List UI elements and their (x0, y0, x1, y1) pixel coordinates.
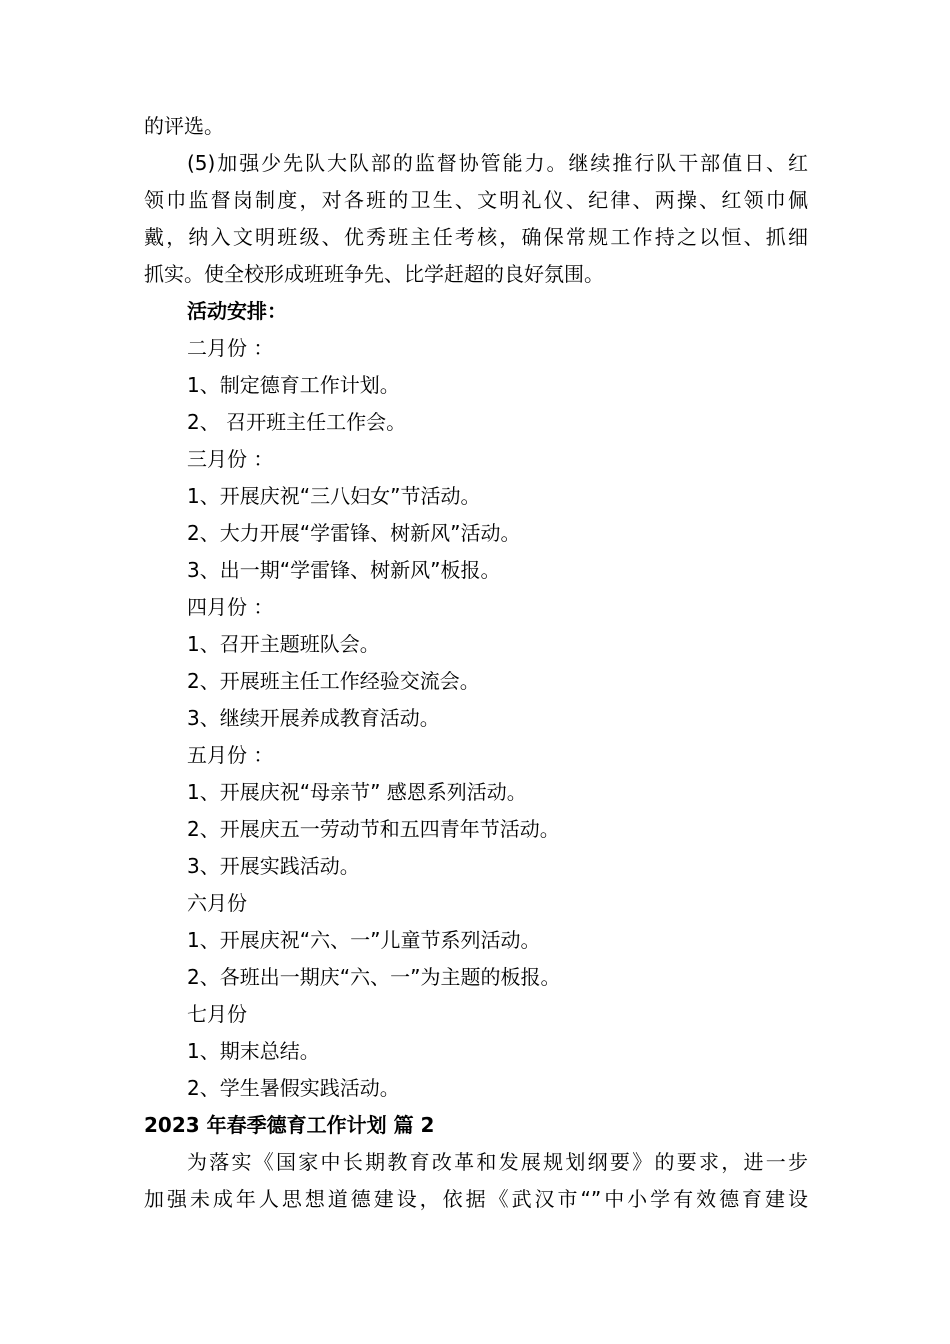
month-label: 六月份 (187, 891, 247, 915)
list-item: 1、制定德育工作计划。 (187, 373, 400, 397)
month-label: 五月份 ： (187, 743, 274, 767)
list-item: 3、继续开展养成教育活动。 (187, 706, 440, 730)
section-heading: 活动安排： (187, 299, 287, 323)
document-title: 2023 年春季德育工作计划 篇 2 (144, 1113, 435, 1137)
month-label: 七月份 (187, 1002, 247, 1026)
text-line: 的评选。 (144, 114, 224, 138)
paragraph-line: 抓实。使全校形成班班争先、比学赶超的良好氛围。 (144, 262, 604, 286)
list-item: 2、学生暑假实践活动。 (187, 1076, 400, 1100)
month-label: 二月份 ： (187, 336, 274, 360)
paragraph-line: (5)加强少先队大队部的监督协管能力。继续推行队干部值日、红 (187, 151, 808, 175)
list-item: 1、期末总结。 (187, 1039, 320, 1063)
list-item: 3、出一期“学雷锋、树新风”板报。 (187, 558, 501, 582)
paragraph-line: 戴，纳入文明班级、优秀班主任考核，确保常规工作持之以恒、抓细 (144, 225, 808, 249)
list-item: 1、开展庆祝“三八妇女”节活动。 (187, 484, 481, 508)
list-item: 2、各班出一期庆“六、一”为主题的板报。 (187, 965, 561, 989)
paragraph-line: 领巾监督岗制度，对各班的卫生、文明礼仪、纪律、两操、红领巾佩 (144, 188, 808, 212)
document-body (144, 108, 808, 1218)
list-item: 2、开展班主任工作经验交流会。 (187, 669, 480, 693)
paragraph-line: 加强未成年人思想道德建设，依据《武汉市“”中小学有效德育建设 (144, 1187, 808, 1211)
list-item: 2、大力开展“学雷锋、树新风”活动。 (187, 521, 521, 545)
list-item: 2、 召开班主任工作会。 (187, 410, 407, 434)
month-label: 四月份 ： (187, 595, 274, 619)
list-item: 3、开展实践活动。 (187, 854, 360, 878)
list-item: 1、召开主题班队会。 (187, 632, 380, 656)
paragraph-line: 为落实《国家中长期教育改革和发展规划纲要》的要求，进一步 (187, 1150, 808, 1174)
month-label: 三月份 ： (187, 447, 274, 471)
list-item: 1、开展庆祝“母亲节” 感恩系列活动。 (187, 780, 527, 804)
list-item: 1、开展庆祝“六、一”儿童节系列活动。 (187, 928, 541, 952)
list-item: 2、开展庆五一劳动节和五四青年节活动。 (187, 817, 560, 841)
